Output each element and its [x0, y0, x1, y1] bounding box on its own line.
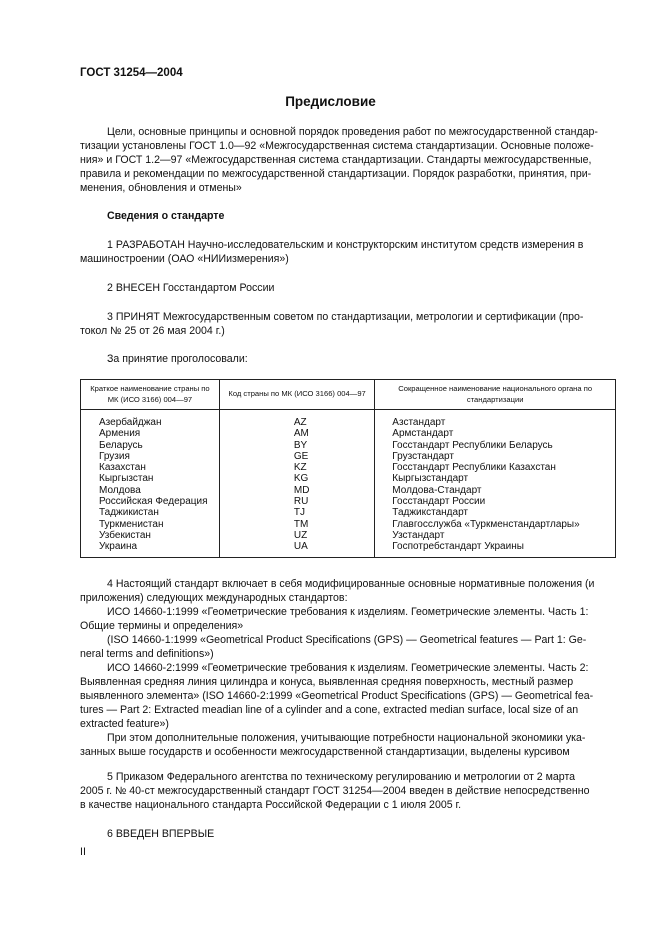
country-name: Молдова — [99, 484, 141, 496]
country-code: KG — [293, 473, 309, 485]
item-3-paragraph — [80, 310, 616, 338]
text-line: 3 ПРИНЯТ Межгосударственным советом по стандартизации, метрологии и сертификации (про- — [107, 311, 584, 323]
text-line: extracted feature») — [80, 718, 169, 730]
standards-body: Главгосслужба «Туркменстандартлары» — [392, 518, 580, 530]
table-header-body: Сокращенное наименование национального органа по стандартизации — [375, 380, 616, 410]
table-header-country: Краткое наименование страны по МК (ИСО 3166) 004—97 — [81, 380, 220, 410]
text-line: ИСО 14660-2:1999 «Геометрические требования к изделиям. Геометрические элементы. Часть 2: — [107, 662, 589, 674]
country-name: Азербайджан — [99, 417, 162, 428]
voted-label: За принятие проголосовали: — [107, 353, 248, 365]
standards-body: Узстандарт — [392, 529, 445, 541]
standard-code-header: ГОСТ 31254—2004 — [80, 67, 183, 79]
text-line: tures — Part 2: Extracted meadian line of a cylinder and a cone, extracted median surface, local size of an — [80, 704, 579, 716]
country-name: Армения — [99, 428, 141, 440]
text-line: 2005 г. № 40-ст межгосударственный стандарт ГОСТ 31254—2004 введен в действие непосредственно — [80, 785, 590, 797]
standards-body-column — [375, 410, 616, 558]
text-line: в качестве национального стандарта Российской Федерации с 1 июля 2005 г. — [80, 799, 462, 811]
standards-body: Молдова-Стандарт — [392, 484, 482, 496]
country-name: Российская Федерация — [99, 496, 208, 508]
text-line: Общие термины и определения» — [80, 620, 244, 632]
country-code: GE — [293, 450, 309, 462]
item-5-paragraph — [80, 770, 616, 812]
country-name: Украина — [99, 541, 138, 553]
section-heading: Сведения о стандарте — [107, 210, 225, 222]
country-code: UA — [293, 541, 308, 553]
standards-body: Армстандарт — [392, 428, 454, 440]
country-name: Кыргызстан — [99, 473, 154, 485]
country-code: TJ — [293, 507, 305, 519]
item-6-paragraph: 6 ВВЕДЕН ВПЕРВЫЕ — [107, 828, 215, 840]
country-name: Грузия — [99, 450, 130, 462]
text-line: занных выше государств и особенности межгосударственной стандартизации, выделены курсивом — [80, 746, 570, 758]
item-2-paragraph: 2 ВНЕСЕН Госстандартом России — [107, 282, 275, 294]
standards-body: Госстандарт Республики Казахстан — [392, 462, 556, 474]
text-line: 5 Приказом Федерального агентства по техническому регулированию и метрологии от 2 марта — [107, 771, 576, 783]
standards-body: Азстандарт — [392, 417, 446, 428]
country-name: Узбекистан — [99, 529, 151, 541]
country-code: KZ — [293, 462, 307, 474]
text-line: 1 РАЗРАБОТАН Научно-исследовательским и конструкторским институтом средств измерения в — [107, 239, 584, 251]
country-code: RU — [293, 496, 309, 508]
standards-body: Кыргызстандарт — [392, 473, 469, 485]
text-line: машиностроении (ОАО «НИИизмерения») — [80, 253, 289, 265]
intro-paragraph — [80, 125, 616, 195]
text-line: (ISO 14660-1:1999 «Geometrical Product Specifications (GPS) — Geometrical features — Part 1: Ge- — [107, 634, 587, 646]
country-column — [81, 410, 220, 558]
standards-body: Грузстандарт — [392, 450, 454, 462]
country-code: TM — [293, 518, 309, 530]
page-number: II — [80, 846, 86, 858]
code-column — [219, 410, 374, 558]
country-code: BY — [293, 439, 308, 451]
country-code: AZ — [293, 417, 307, 428]
text-line: правила и рекомендации по межгосударственной стандартизации. Порядок разработки, принятия, при- — [80, 168, 592, 180]
standards-body: Таджикстандарт — [392, 507, 468, 519]
text-line: Выявленная средняя линия цилиндра и конуса, выявленная средняя поверхность, местный размер — [80, 676, 574, 688]
text-line: Цели, основные принципы и основной порядок проведения работ по межгосударственной стандар- — [107, 126, 598, 138]
standards-body: Госстандарт России — [392, 496, 486, 508]
text-line: тизации установлены ГОСТ 1.0—92 «Межгосударственная система стандартизации. Основные положе- — [80, 140, 594, 152]
text-line: 4 Настоящий стандарт включает в себя модифицированные основные нормативные положения (и — [107, 578, 595, 590]
text-line: При этом дополнительные положения, учитывающие потребности национальной экономики ука- — [107, 732, 586, 744]
country-name: Туркменистан — [99, 518, 164, 530]
country-name: Казахстан — [99, 462, 146, 474]
country-name: Таджикистан — [99, 507, 159, 519]
text-line: ИСО 14660-1:1999 «Геометрические требования к изделиям. Геометрические элементы. Часть 1: — [107, 606, 589, 618]
standards-body: Госпотребстандарт Украины — [392, 541, 524, 553]
item-4-paragraph — [80, 577, 616, 759]
voting-countries-table — [80, 379, 616, 558]
text-line: токол № 25 от 26 мая 2004 г.) — [80, 325, 225, 337]
table-header-code: Код страны по МК (ИСО 3166) 004—97 — [219, 380, 374, 410]
item-1-paragraph — [80, 238, 616, 266]
country-code: UZ — [293, 529, 308, 541]
standards-body: Госстандарт Республики Беларусь — [392, 439, 553, 451]
text-line: выявленного элемента» (ISO 14660-2:1999 «Geometrical Product Specifications (GPS) — Geometrical fea- — [80, 690, 594, 702]
country-code: AM — [293, 428, 309, 440]
text-line: ния» и ГОСТ 1.2—97 «Межгосударственная система стандартизации. Стандарты межгосударственные, — [80, 154, 592, 166]
text-line: менения, обновления и отмены» — [80, 182, 242, 194]
text-line: приложения) следующих международных стандартов: — [80, 592, 348, 604]
country-code: MD — [293, 484, 310, 496]
country-name: Беларусь — [99, 439, 143, 451]
text-line: neral terms and definitions») — [80, 648, 214, 660]
page-title: Предисловие — [285, 94, 376, 109]
